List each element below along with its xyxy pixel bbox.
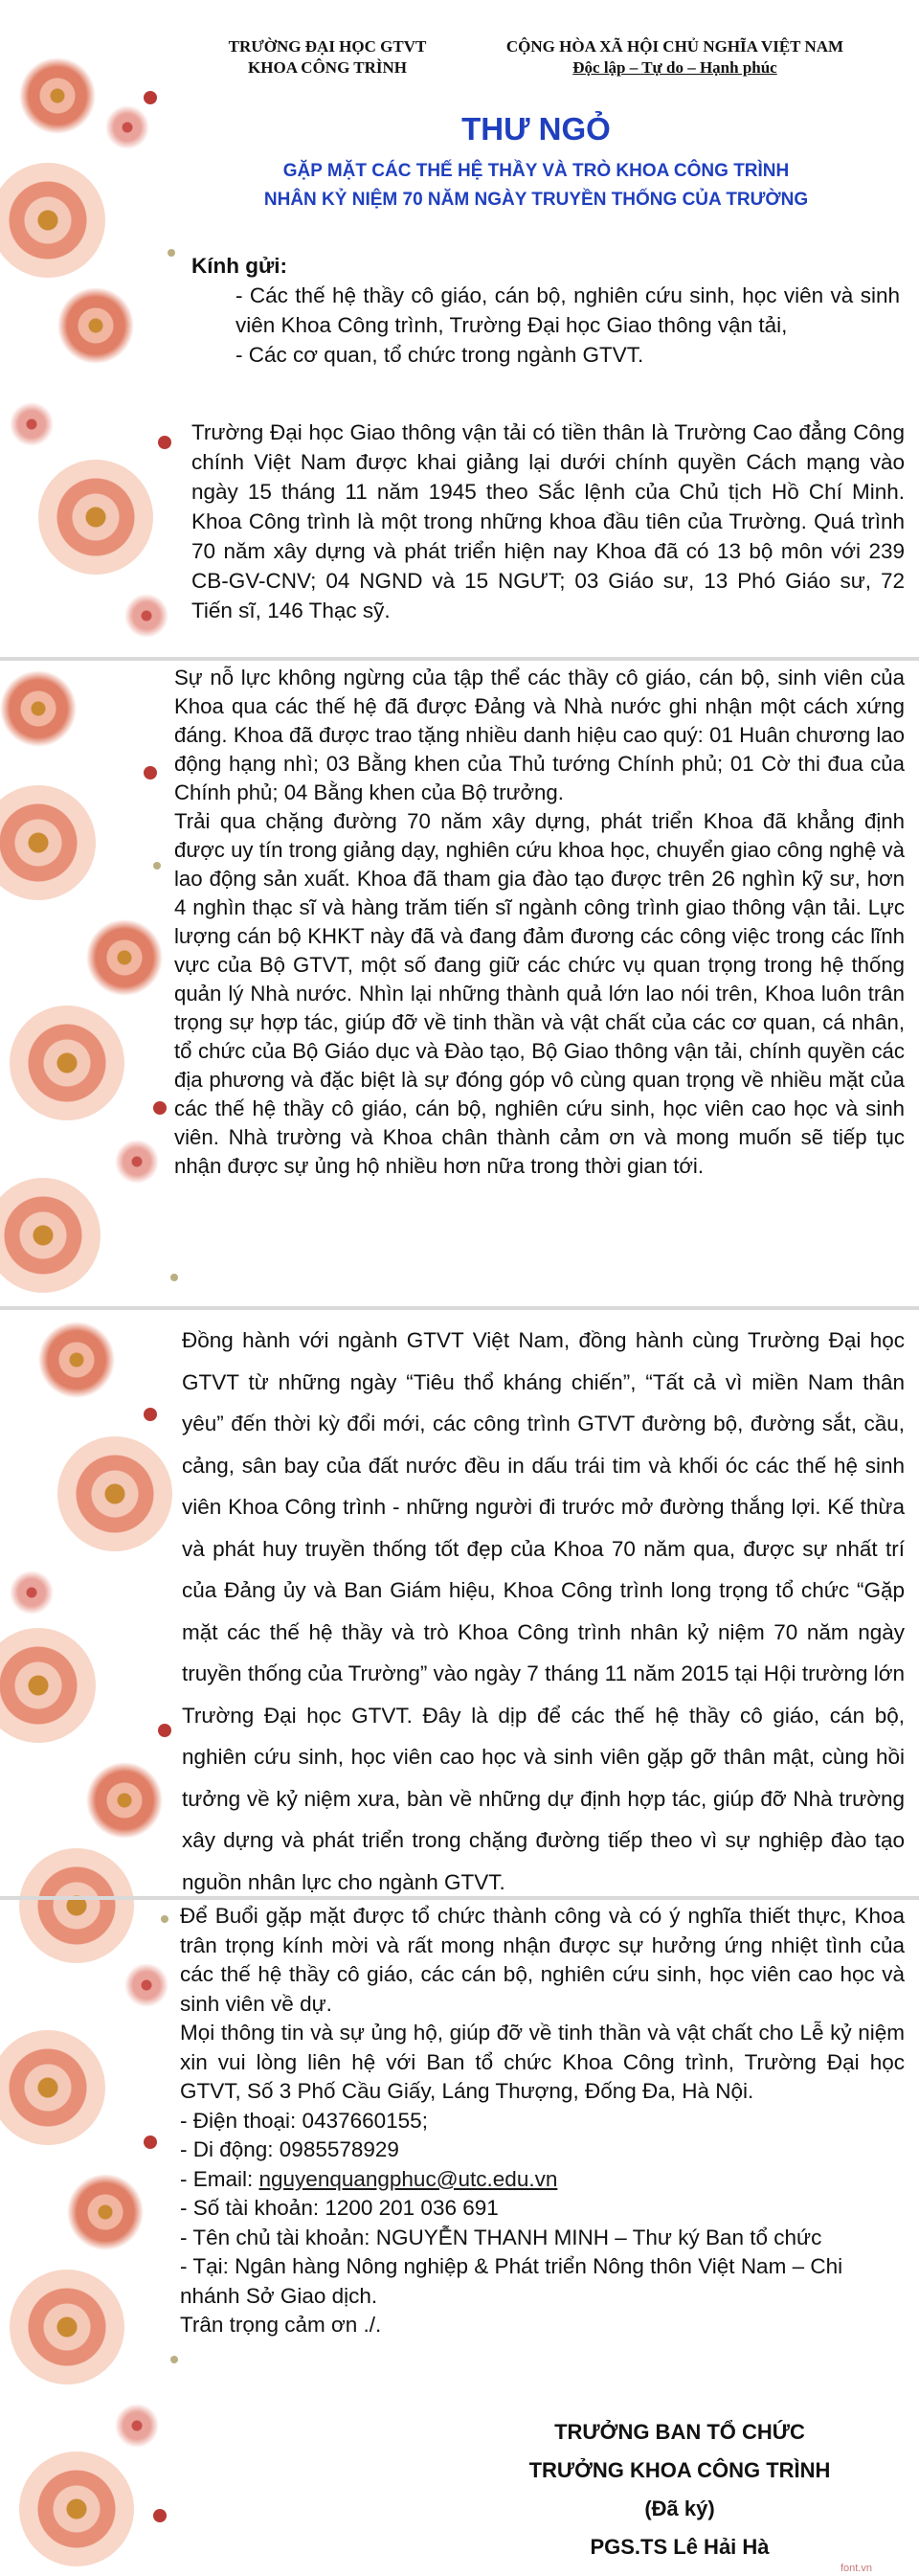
section-divider: [0, 657, 919, 661]
signature-block: [440, 2413, 919, 2566]
paragraph-text: Đồng hành với ngành GTVT Việt Nam, đồng hành cùng Trường Đại học GTVT từ những ngày “Tiêu thổ kháng chiến”, “Tất cả vì miền Nam thân yêu” đến thời kỳ đổi mới, các công trình GTVT đường bộ, đường sắt, cầu, cảng, sân bay của đất nước đều in dấu trái tim và khối óc các thế hệ sinh viên Khoa Công trình - những người đi trước mở đường thắng lợi. Kế thừa và phát huy truyền thống tốt đẹp của Khoa 70 năm qua, được sự nhất trí của Đảng ủy và Ban Giám hiệu, Khoa Công trình long trọng tổ chức “Gặp mặt các thế hệ thầy và trò Khoa Công trình nhân kỷ niệm 70 năm ngày truyền thống của Trường” vào ngày 7 tháng 11 năm 2015 tại Hội trường lớn Trường Đại học GTVT. Đây là dịp để các thế hệ thầy cô giáo, cán bộ, nghiên cứu sinh, học viên cao học và sinh viên gặp gỡ thân mật, cùng hồi tưởng về kỷ niệm xưa, bàn về những dự định hợp tác, giúp đỡ Nhà trường xây dựng và phát triển trong chặng đường tiếp theo vì sự nghiệp đào tạo nguồn nhân lực cho ngành GTVT.: [182, 1328, 905, 1894]
contact-mobile: - Di động: 0985578929: [180, 2137, 399, 2161]
recipients-block: [191, 251, 900, 370]
recipients-label: Kính gửi:: [191, 254, 288, 278]
national-motto: Độc lập – Tự do – Hạnh phúc: [572, 58, 777, 77]
national-title: CỘNG HÒA XÃ HỘI CHỦ NGHĨA VIỆT NAM: [505, 37, 844, 56]
signature-role-1: TRƯỞNG BAN TỔ CHỨC: [554, 2420, 805, 2444]
closing-text: Trân trọng cảm ơn ./.: [180, 2313, 382, 2337]
signature-name: PGS.TS Lê Hải Hà: [590, 2535, 770, 2559]
recipient-item: - Các thế hệ thầy cô giáo, cán bộ, nghiên cứu sinh, học viên và sinh viên Khoa Công trình, Trường Đại học Giao thông vận tải,: [235, 283, 900, 337]
paragraph-history: [191, 418, 905, 625]
school-name: TRƯỜNG ĐẠI HỌC GTVT: [228, 37, 427, 56]
contact-email-label: - Email:: [180, 2166, 259, 2191]
recipient-item: - Các cơ quan, tổ chức trong ngành GTVT.: [235, 343, 644, 367]
paragraph-text: Trải qua chặng đường 70 năm xây dựng, phát triển Khoa đã khẳng định được uy tín trong giảng dạy, nghiên cứu khoa học, chuyển giao công nghệ và lao động sản xuất. Khoa đã tham gia đào tạo được trên 26 nghìn kỹ sư, hơn 4 nghìn thạc sĩ và hàng trăm tiến sĩ ngành công trình giao thông vận tải. Lực lượng cán bộ KHKT này đã và đang đảm đương các công việc trong các lĩnh vực của Bộ GTVT, một số đang giữ các chức vụ quan trọng trong hệ thống quản lý Nhà nước. Nhìn lại những thành quả lớn lao nói trên, Khoa luôn trân trọng sự hợp tác, giúp đỡ về tinh thần và vật chất của các cơ quan, cá nhân, tổ chức của Bộ Giáo dục và Đào tạo, Bộ Giao thông vận tải, chính quyền các địa phương và đặc biệt là sự đóng góp vô cùng quan trọng về nhiều mặt của các thế hệ thầy cô giáo, cán bộ, nghiên cứu sinh, học viên cao học và sinh viên. Nhà trường và Khoa chân thành cảm ơn và mong muốn sẽ tiếp tục nhận được sự ủng hộ nhiều hơn nữa trong thời gian tới.: [174, 809, 905, 1178]
paragraph-event: [182, 1320, 905, 1903]
faculty-name: KHOA CÔNG TRÌNH: [248, 58, 407, 77]
email-link[interactable]: nguyenquangphuc@utc.edu.vn: [258, 2166, 558, 2191]
contact-bank: - Tại: Ngân hàng Nông nghiệp & Phát triển Nông thôn Việt Nam – Chi nhánh Sở Giao dịch.: [180, 2254, 843, 2308]
letter-subtitle: [191, 157, 881, 215]
watermark: font.vn: [841, 2563, 873, 2574]
paragraph-text: Sự nỗ lực không ngừng của tập thể các thầy cô giáo, cán bộ, sinh viên của Khoa qua các thế hệ đã được Đảng và Nhà nước ghi nhận một cách xứng đáng. Khoa đã được trao tặng nhiều danh hiệu cao quý: 01 Huân chương lao động hạng nhì; 03 Bằng khen của Thủ tướng Chính phủ; 01 Cờ thi đua của Chính phủ; 04 Bằng khen của Bộ trưởng.: [174, 666, 905, 804]
signature-role-2: TRƯỞNG KHOA CÔNG TRÌNH: [528, 2458, 831, 2482]
contact-phone: - Điện thoại: 0437660155;: [180, 2108, 428, 2133]
paragraph-text: Để Buổi gặp mặt được tổ chức thành công và có ý nghĩa thiết thực, Khoa trân trọng kính mời và rất mong nhận được sự hưởng ứng nhiệt tình của các thế hệ thầy cô giáo, các cán bộ, nghiên cứu sinh, học viên cao học và sinh viên về dự.: [180, 1904, 905, 2016]
signature-signed: (Đã ký): [644, 2497, 715, 2520]
letter-title: THƯ NGỎ: [461, 111, 611, 147]
contact-account: - Số tài khoản: 1200 201 036 691: [180, 2196, 499, 2220]
subtitle-line-1: GẶP MẶT CÁC THẾ HỆ THẦY VÀ TRÒ KHOA CÔNG TRÌNH: [282, 161, 790, 181]
contact-email-row: [180, 2165, 905, 2195]
subtitle-line-2: NHÂN KỶ NIỆM 70 NĂM NGÀY TRUYỀN THỐNG CỦA TRƯỜNG: [263, 190, 809, 210]
contact-holder: - Tên chủ tài khoản: NGUYỄN THANH MINH – Thư ký Ban tổ chức: [180, 2225, 822, 2249]
national-header: [450, 36, 900, 79]
paragraph-text: Mọi thông tin và sự ủng hộ, giúp đỡ về tinh thần và vật chất cho Lễ kỷ niệm xin vui lòng liên hệ với Ban tổ chức Khoa Công trình, Trường Đại học GTVT, Số 3 Phố Cầu Giấy, Láng Thượng, Đống Đa, Hà Nội.: [180, 2021, 905, 2103]
paragraph-text: Trường Đại học Giao thông vận tải có tiền thân là Trường Cao đẳng Công chính Việt Nam được khai giảng lại dưới chính quyền Cách mạng vào ngày 15 tháng 11 năm 1945 theo Sắc lệnh của Chủ tịch Hồ Chí Minh. Khoa Công trình là một trong những khoa đầu tiên của Trường. Quá trình 70 năm xây dựng và phát triển hiện nay Khoa đã có 13 bộ môn với 239 CB-GV-CNV; 04 NGND và 15 NGƯT; 03 Giáo sư, 13 Phó Giáo sư, 72 Tiến sĩ, 146 Thạc sỹ.: [191, 420, 905, 622]
section-divider: [0, 1306, 919, 1310]
paragraph-achievements: [174, 664, 905, 1181]
paragraph-invitation: [180, 1902, 905, 2340]
contact-list: [180, 2107, 905, 2340]
school-header: [213, 36, 442, 79]
